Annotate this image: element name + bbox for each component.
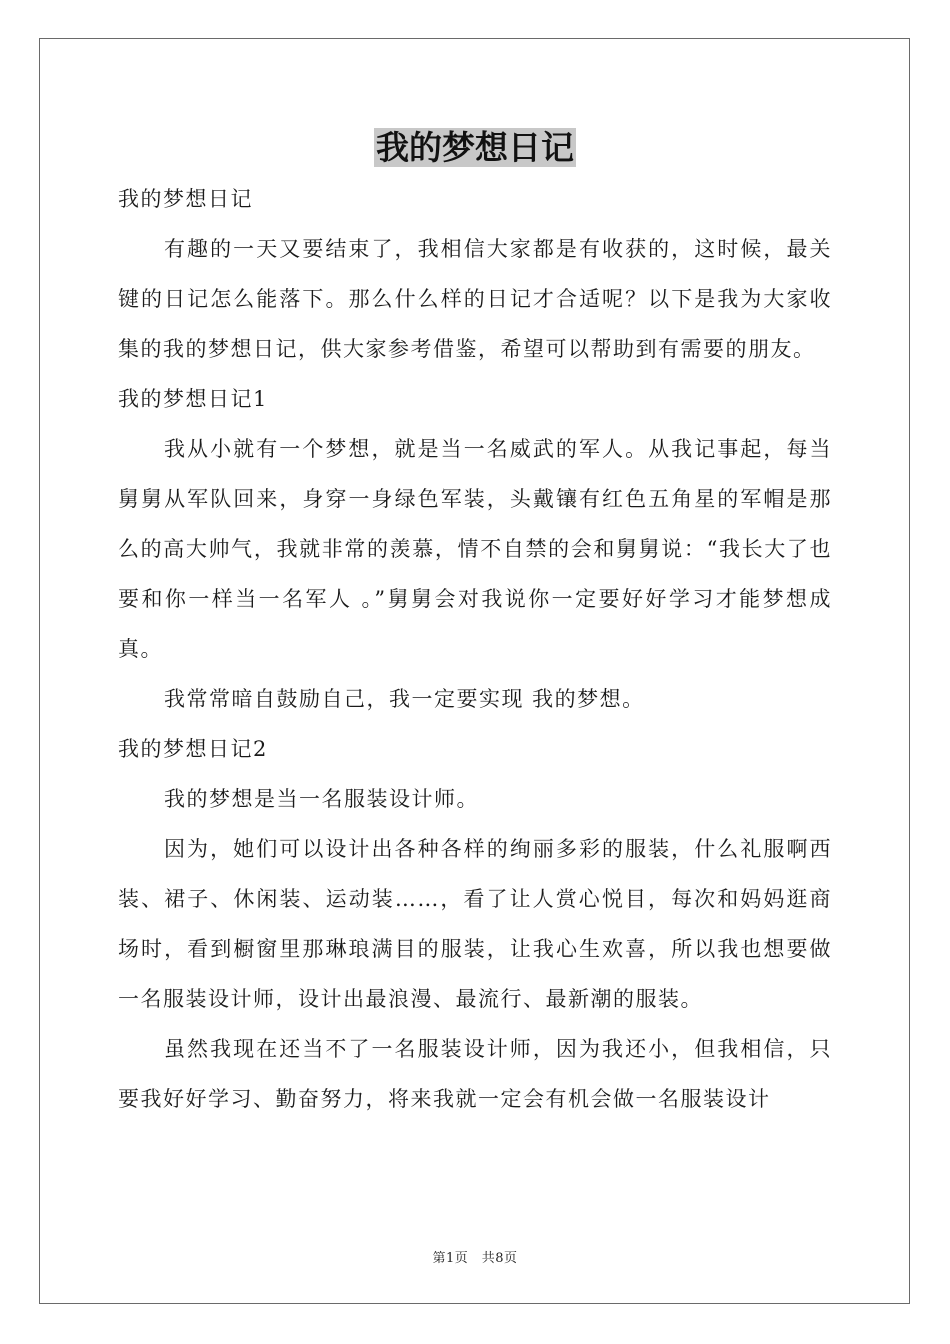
paragraph: 我常常暗自鼓励自己，我一定要实现 我的梦想。 [164, 687, 645, 711]
page-footer [0, 1247, 950, 1266]
paragraph: 虽然我现在还当不了一名服装设计师，因为我还小，但我相信，只要我好好学习、勤奋努力，将来我就一定会有机会做一名服装设计 [118, 1037, 832, 1111]
document-title [0, 126, 950, 170]
paragraph: 我的梦想是当一名服装设计师。 [164, 787, 479, 811]
page-number: 第1页 共8页 [432, 1251, 518, 1266]
section-heading: 我的梦想日记1 [118, 387, 268, 411]
paragraph: 有趣的一天又要结束了，我相信大家都是有收获的，这时候，最关键的日记怎么能落下。那么什么样的日记才合适呢？以下是我为大家收集的我的梦想日记，供大家参考借鉴，希望可以帮助到有需要的朋友。 [118, 237, 832, 361]
paragraph: 我的梦想日记 [118, 187, 253, 211]
section-heading: 我的梦想日记2 [118, 737, 268, 761]
document-title-text: 我的梦想日记 [376, 128, 574, 167]
paragraph: 我从小就有一个梦想，就是当一名威武的军人。从我记事起，每当舅舅从军队回来，身穿一身绿色军装，头戴镶有红色五角星的军帽是那么的高大帅气，我就非常的羡慕，情不自禁的会和舅舅说：“我长大了也要和你一样当一名军人 。”舅舅会对我说你一定要好好学习才能梦想成真。 [118, 437, 832, 661]
paragraph: 因为，她们可以设计出各种各样的绚丽多彩的服装，什么礼服啊西装、裙子、休闲装、运动装……，看了让人赏心悦目，每次和妈妈逛商场时，看到橱窗里那琳琅满目的服装，让我心生欢喜，所以我也想要做一名服装设计师，设计出最浪漫、最流行、最新潮的服装。 [118, 837, 832, 1011]
document-body [118, 174, 832, 1124]
